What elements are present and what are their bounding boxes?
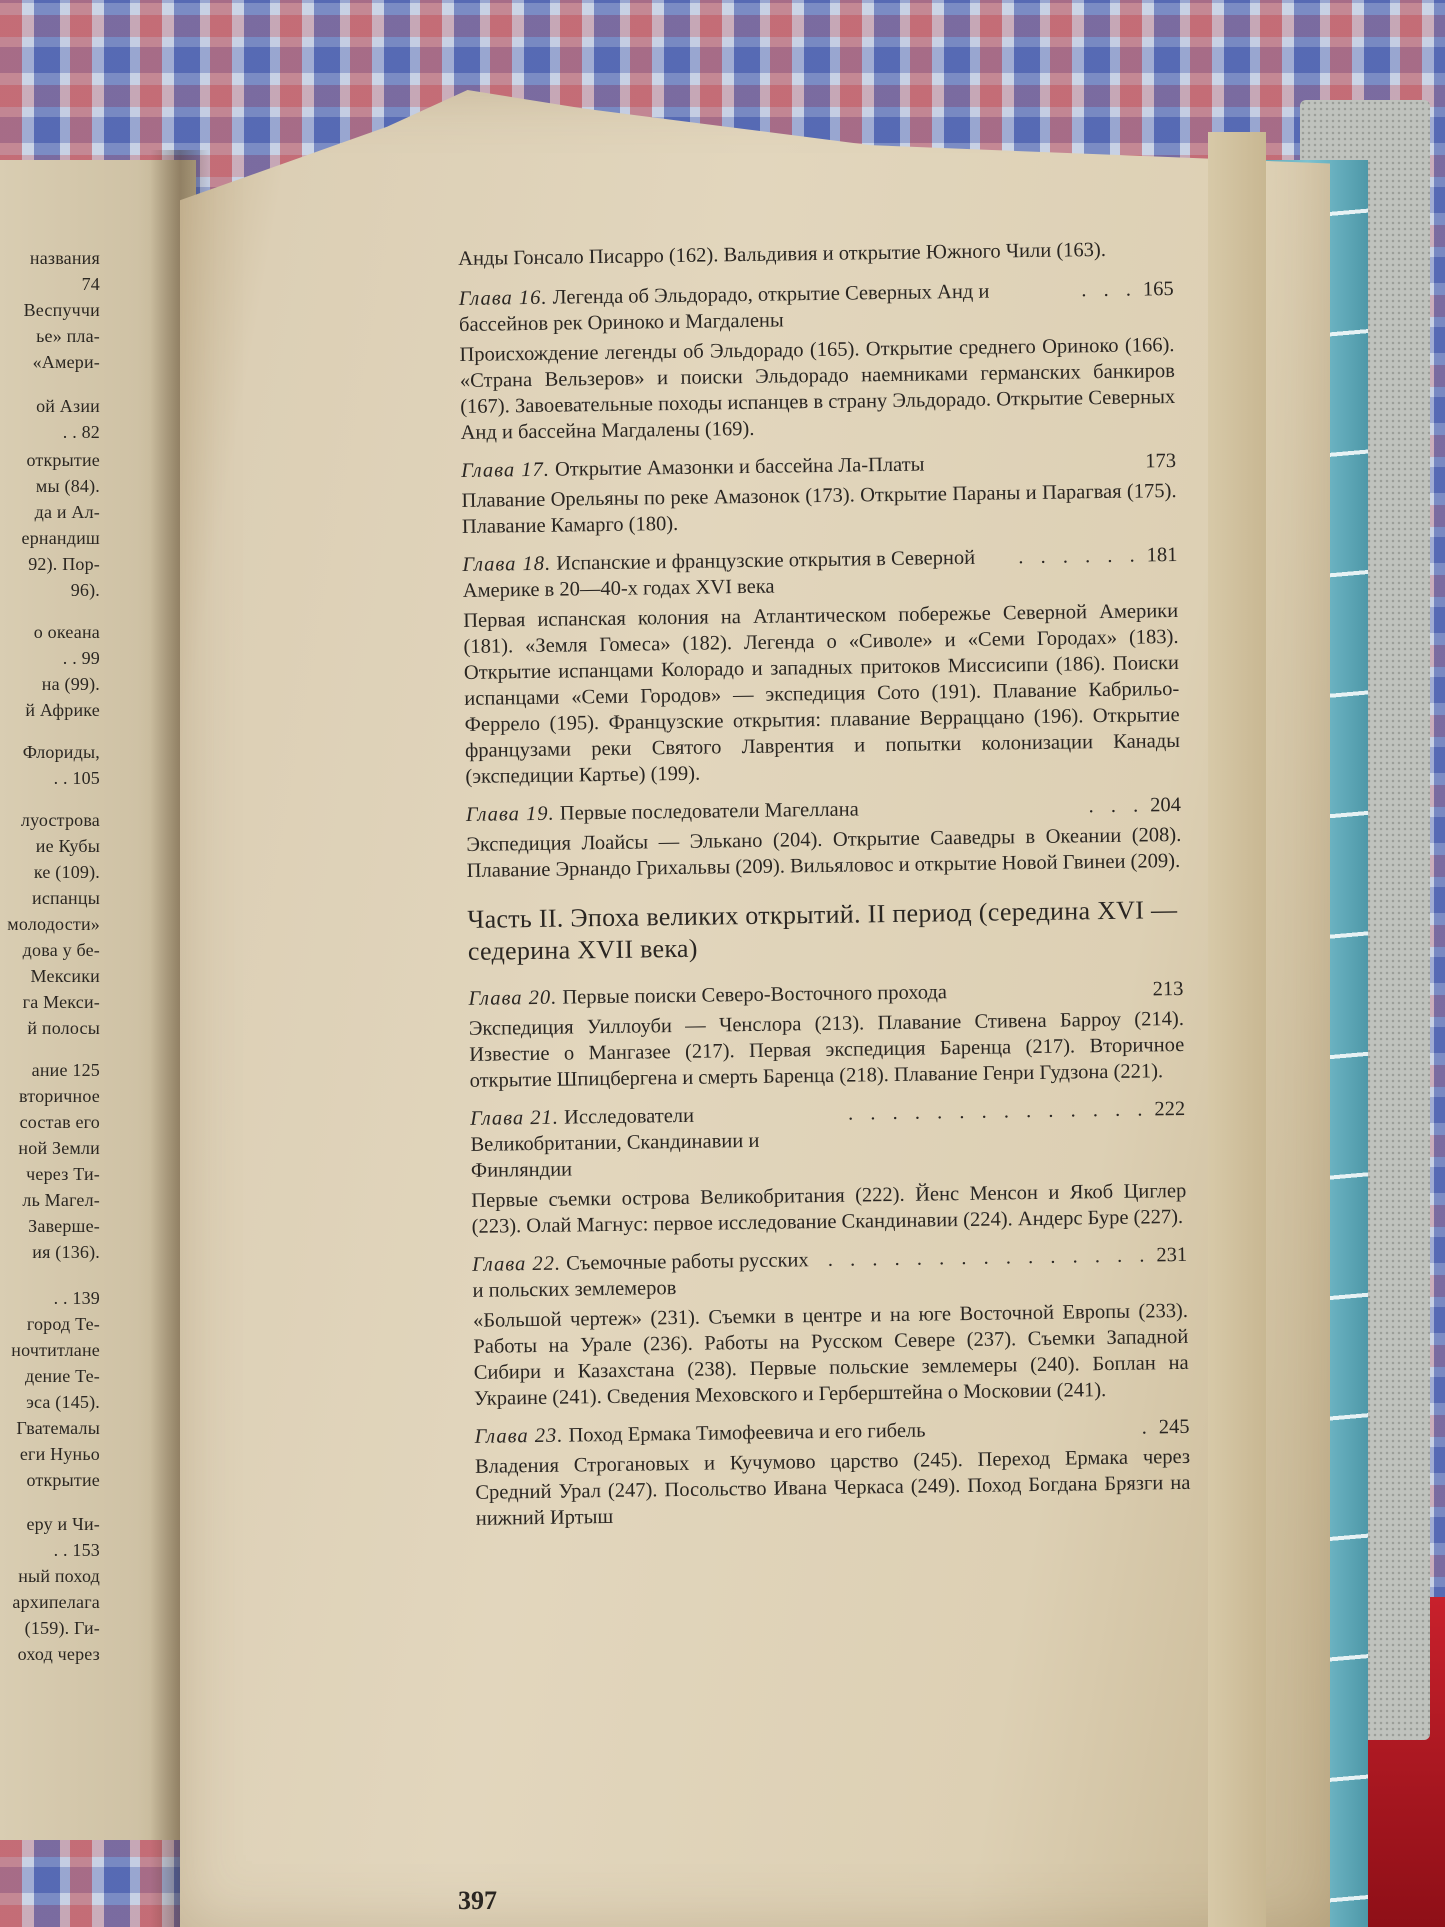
left-page-text-fragment: га Мекси- <box>22 992 100 1012</box>
chapter-description: Первая испанская колония на Атлантическом побережье Северной Америки (181). «Земля Гомеса» (182). Легенда о «Сиволе» и «Семи Городах» (183). Открытие испанцами Колорадо и западных притоков Миссисипи (186). Поиски испанцами «Семи Городов» — экспедиция Сото (191). Плавание Кабрильо-Феррело (195). Французские открытия: плавание Верраццано (196). Открытие французами реки Святого Лаврентия и попытки колонизации Канады (экспедиции Картье) (199). <box>463 599 1181 788</box>
left-page-text-fragment: еру и Чи- <box>26 1514 100 1534</box>
left-page-text-fragment: ия (136). <box>32 1242 100 1262</box>
left-page-text-fragment: через Ти- <box>26 1164 100 1184</box>
left-page-text-fragment: Флориды, <box>22 742 100 762</box>
left-page-text-fragment: ье» пла- <box>36 326 100 346</box>
dot-leader: . . . . . . <box>1018 544 1141 569</box>
chapter-title-line <box>470 1096 1186 1184</box>
left-page-text-fragment: испанцы <box>31 888 100 908</box>
chapter-page-number: 213 <box>1152 977 1184 1001</box>
chapter-title-line <box>462 542 1178 604</box>
left-page-text-fragment: открытие <box>26 1470 100 1490</box>
toc-chapter <box>474 1414 1190 1532</box>
chapter-label: Глава 20. <box>468 986 558 1010</box>
left-page-text-fragment: ернандиш <box>21 528 100 548</box>
left-page-text-fragment: . . 105 <box>53 768 100 788</box>
left-page-text-fragment: да и Ал- <box>34 502 100 522</box>
chapter-heading <box>474 1415 1135 1450</box>
chapter-list-part-2 <box>468 976 1191 1532</box>
chapter-page-number: 231 <box>1156 1243 1188 1267</box>
left-page-text-fragment: луострова <box>20 810 100 830</box>
chapter-heading <box>466 793 1083 828</box>
left-page-text-fragment: ание 125 <box>31 1060 100 1080</box>
left-page-text-fragment: состав его <box>19 1112 100 1132</box>
toc-chapter <box>462 542 1180 790</box>
chapter-title: Первые поиски Северо-Восточного прохода <box>562 981 948 1009</box>
dot-leader: . . . <box>1081 278 1138 302</box>
chapter-list-part-1 <box>459 276 1182 884</box>
left-page-text-fragment: мы (84). <box>35 476 100 496</box>
chapter-description: Происхождение легенды об Эльдорадо (165). Открытие среднего Ориноко (166). «Страна Вельзеров» и поиски Эльдорадо наемниками германских банкиров (167). Завоевательные походы испанцев в страну Эльдорадо. Открытие Северных Анд и бассейна Магдалены (169). <box>459 334 1176 444</box>
left-page-text-fragment: Веспуччи <box>23 300 100 320</box>
left-page-text-fragment: Заверше- <box>28 1216 100 1236</box>
chapter-description: Экспедиция Уиллоуби — Ченслора (213). Плавание Стивена Барроу (214). Известие о Мангазее (217). Первая экспедиция Баренца (217). Вторичное открытие Шпицбергена и смерть Баренца (218). Плавание Генри Гудзона (221). <box>468 1007 1185 1092</box>
chapter-title: Легенда об Эльдорадо, открытие Северных Анд и бассейнов рек Ориноко и Магдалены <box>458 280 990 336</box>
toc-intro-text: Анды Гонсало Писарро (162). Вальдивия и открытие Южного Чили (163). <box>458 238 1107 270</box>
left-page-text-fragment: ой Азии <box>36 396 100 416</box>
chapter-heading <box>472 1247 822 1304</box>
part-heading: Часть II. Эпоха великих открытий. II период (середина XVI — седерина XVII века) <box>467 895 1178 966</box>
chapter-description: Владения Строгановых и Кучумово царство (245). Переход Ермака через Средний Урал (247). Посольство Ивана Черкаса (249). Поход Богдана Брязги на нижний Иртыш <box>474 1445 1191 1530</box>
toc-chapter <box>470 1096 1187 1240</box>
dot-leader: . . . . . . . . . . . . . . <box>847 1098 1149 1125</box>
chapter-title: Исследователи Великобритании, Скандинавии и Финляндии <box>470 1104 760 1182</box>
dot-leader: . . . <box>1088 794 1145 818</box>
left-page-text-fragment: 96). <box>70 580 100 600</box>
left-page-text-fragment: (159). Ги- <box>24 1618 100 1638</box>
left-page-text-fragment: ный поход <box>18 1566 100 1586</box>
left-page-text-fragment: дение Те- <box>25 1366 100 1386</box>
left-page-text-fragment: ке (109). <box>33 862 100 882</box>
left-page-text-fragment: дова у бе- <box>22 940 100 960</box>
toc-chapter <box>466 792 1182 884</box>
page-edge <box>1208 132 1266 1927</box>
left-page-text-fragment: на (99). <box>41 674 100 694</box>
chapter-label: Глава 23. <box>474 1424 564 1448</box>
toc-chapter <box>472 1242 1189 1412</box>
chapter-heading <box>462 544 1013 604</box>
left-page-text-fragment: . . 99 <box>62 648 100 668</box>
left-page-text-fragment: архипелага <box>12 1592 100 1612</box>
left-page-text-fragment: оход через <box>17 1644 100 1664</box>
chapter-page-number: 222 <box>1154 1097 1186 1121</box>
chapter-title-line <box>459 276 1175 338</box>
chapter-label: Глава 22. <box>472 1252 562 1276</box>
left-page-text-fragment: 74 <box>81 274 100 294</box>
chapter-title: Испанские и французские открытия в Северной Америке в 20—40-х годах XVI века <box>462 546 976 602</box>
chapter-title: Первые последователи Магеллана <box>559 798 859 825</box>
left-page-text-fragment: . . 82 <box>62 422 100 442</box>
left-page-text-fragment: ие Кубы <box>35 836 100 856</box>
chapter-page-number: 204 <box>1149 793 1182 817</box>
left-page-text-fragment: открытие <box>26 450 100 470</box>
left-page-text-fragment: еги Нуньо <box>19 1444 100 1464</box>
dot-leader: . . . . . . . . . . . . . . . <box>827 1244 1151 1271</box>
chapter-page-number: 165 <box>1142 278 1174 301</box>
left-page-text-fragment: вторичное <box>18 1086 100 1106</box>
chapter-description: Экспедиция Лоайсы — Элькано (204). Открытие Сааведры в Океании (208). Плавание Эрнандо Грихальвы (209). Вильяловос и открытие Новой Гвинеи (209). <box>466 823 1182 882</box>
left-page-text-fragment: ль Магел- <box>22 1190 100 1210</box>
toc-chapter <box>459 276 1176 446</box>
chapter-page-number: 245 <box>1158 1415 1190 1439</box>
table-of-contents <box>458 236 1191 1544</box>
page-number: 397 <box>458 1886 497 1915</box>
left-page-text-fragment: город Те- <box>26 1314 100 1334</box>
left-page-text-fragment: эса (145). <box>26 1392 100 1412</box>
chapter-heading <box>468 977 1141 1012</box>
chapter-title: Съемочные работы русских и польских землемеров <box>472 1249 809 1302</box>
chapter-heading <box>459 277 1076 338</box>
chapter-label: Глава 21. <box>470 1106 560 1130</box>
toc-chapter <box>468 976 1184 1094</box>
left-page-text-fragment: Гватемалы <box>16 1418 100 1438</box>
chapter-label: Глава 19. <box>465 802 555 826</box>
left-page-text-fragment: «Амери- <box>32 352 100 372</box>
left-page-text-fragment: ной Земли <box>18 1138 100 1158</box>
chapter-title-line <box>472 1242 1188 1304</box>
dot-leader: . <box>1141 1416 1153 1439</box>
left-page-text-fragment: Мексики <box>30 966 100 986</box>
chapter-description: Плавание Орельяны по реке Амазонок (173). Открытие Параны и Парагвая (175). Плавание Камарго (180). <box>461 479 1177 538</box>
toc-chapter <box>461 448 1177 540</box>
left-page-text-fragment: молодости» <box>7 914 100 934</box>
left-page-text-fragment: й Африке <box>25 700 100 720</box>
chapter-page-number: 181 <box>1146 543 1178 567</box>
left-page-text-fragment: 92). Пор- <box>28 554 100 574</box>
chapter-label: Глава 17. <box>460 458 551 482</box>
left-page-text-fragment: ночтитлане <box>11 1340 100 1360</box>
left-page-text-fragment: названия <box>29 248 100 268</box>
left-page-text-fragment: о океана <box>33 622 100 642</box>
chapter-description: «Большой чертеж» (231). Съемки в центре и на юге Восточной Европы (233). Работы на Урале (236). Работы на Русском Севере (237). Съемки Западной Сибири и Казахстана (238). Первые польские землемеры (240). Боплан на Украине (241). Сведения Меховского и Герберштейна о Московии (241). <box>472 1299 1189 1410</box>
chapter-heading <box>461 449 1134 484</box>
chapter-page-number: 173 <box>1145 449 1177 473</box>
left-page-text-fragment: . . 139 <box>53 1288 100 1308</box>
left-page-text-fragment: . . 153 <box>53 1540 100 1560</box>
chapter-heading <box>470 1101 843 1184</box>
left-page-text-fragment: й полосы <box>27 1018 100 1038</box>
chapter-title: Поход Ермака Тимофеевича и его гибель <box>568 1419 926 1447</box>
chapter-description: Первые съемки острова Великобритания (222). Йенс Менсон и Якоб Циглер (223). Олай Магнус: первое исследование Скандинавии (224). Андерс Буре (227). <box>471 1179 1187 1238</box>
chapter-label: Глава 16. <box>458 286 548 310</box>
chapter-label: Глава 18. <box>462 552 552 576</box>
chapter-title: Открытие Амазонки и бассейна Ла-Платы <box>554 453 925 481</box>
